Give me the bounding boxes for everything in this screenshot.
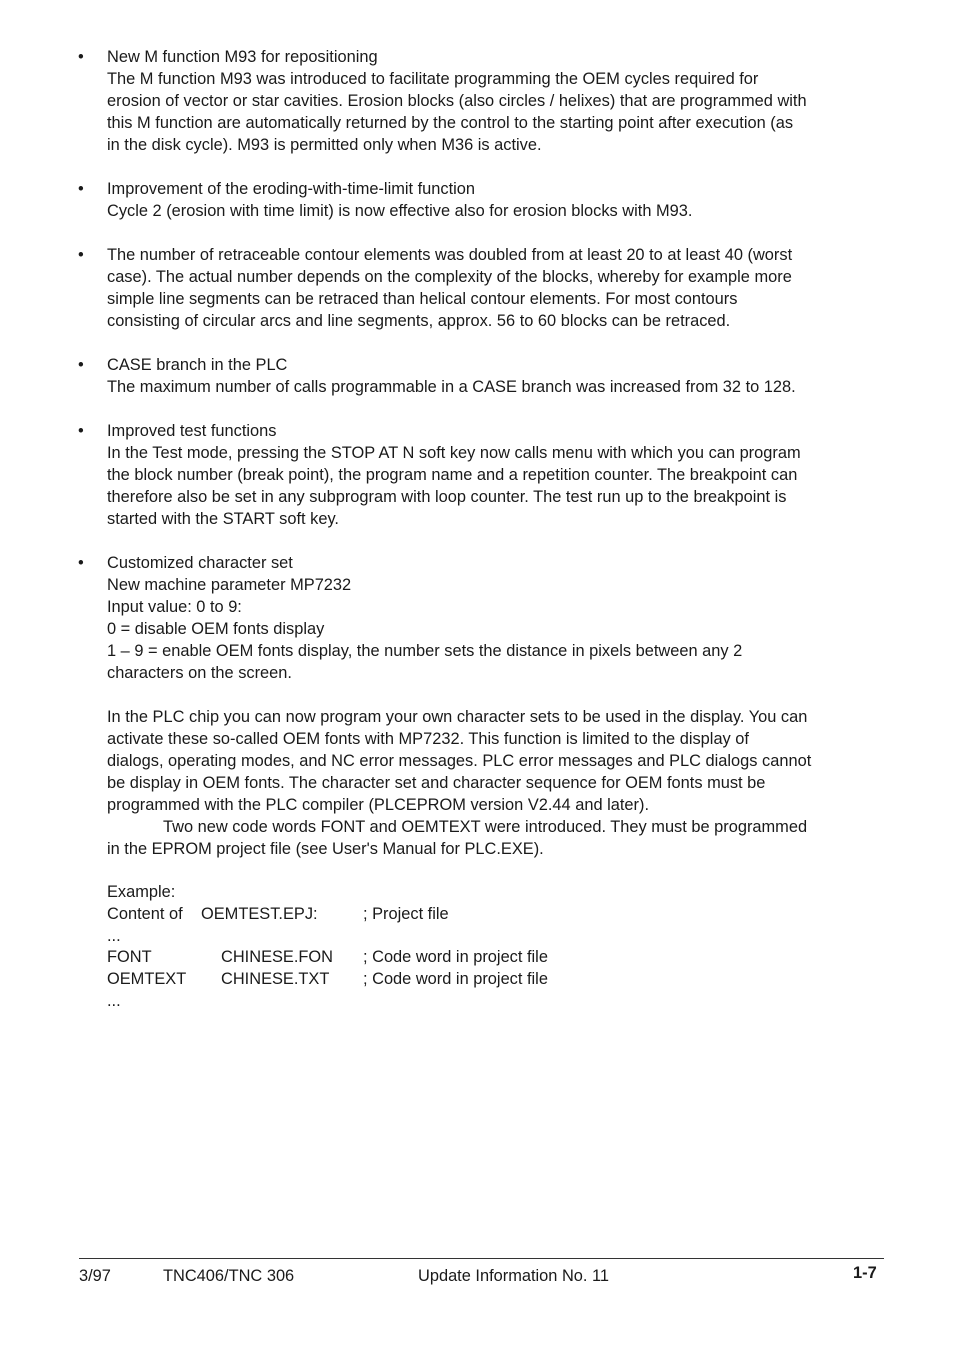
bullet-heading: Customized character set [107,554,293,572]
bullet-line: 0 = disable OEM fonts display [107,620,325,638]
bullet-item [78,46,888,156]
bullet-line: case). The actual number depends on the complexity of the blocks, whereby for example more [107,268,792,286]
code-comment: ; Code word in project file [363,948,548,966]
footer-date: 3/97 [79,1267,111,1285]
bullet-symbol: • [78,180,84,198]
paragraph-line: in the EPROM project file (see User's Manual for PLC.EXE). [107,840,544,858]
paragraph-line: In the PLC chip you can now program your own character sets to be used in the display. You can [107,708,808,726]
bullet-item [78,354,888,398]
bullet-symbol: • [78,422,84,440]
oem-paragraph [107,706,897,860]
bullet-line: 1 – 9 = enable OEM fonts display, the number sets the distance in pixels between any 2 [107,642,743,660]
bullet-line: The number of retraceable contour elements was doubled from at least 20 to at least 40 (worst [107,246,793,264]
bullet-line: New machine parameter MP7232 [107,576,352,594]
bullet-line: The M function M93 was introduced to facilitate programming the OEM cycles required for [107,70,759,88]
bullet-line: characters on the screen. [107,664,292,682]
bullet-line: Input value: 0 to 9: [107,598,242,616]
bullet-line: this M function are automatically returned by the control to the starting point after execution (as [107,114,794,132]
paragraph-line: be display in OEM fonts. The character set and character sequence for OEM fonts must be [107,774,766,792]
bullet-text [107,354,888,398]
bullet-line: the block number (break point), the program name and a repetition counter. The breakpoint can [107,466,798,484]
ellipsis-text: ... [107,927,121,945]
footer-product: TNC406/TNC 306 [163,1267,295,1285]
bullet-line: in the disk cycle). M93 is permitted only when M36 is active. [107,136,542,154]
paragraph-line: activate these so-called OEM fonts with MP7232. This function is limited to the display of [107,730,749,748]
bullet-line: started with the START soft key. [107,510,339,528]
footer-title: Update Information No. 11 [418,1267,610,1285]
code-key: FONT [107,948,152,966]
bullet-symbol: • [78,246,84,264]
bullet-heading: Improvement of the eroding-with-time-limit function [107,180,476,198]
bullet-line: In the Test mode, pressing the STOP AT N soft key now calls menu with which you can program [107,444,801,462]
footer-rule [79,1258,884,1259]
ellipsis-text: ... [107,992,121,1010]
bullet-symbol: • [78,356,84,374]
bullet-item [78,244,888,332]
bullet-line: The maximum number of calls programmable in a CASE branch was increased from 32 to 128. [107,378,796,396]
code-file: CHINESE.FON [221,948,334,966]
code-key: OEMTEXT [107,970,187,988]
paragraph-line: dialogs, operating modes, and NC error messages. PLC error messages and PLC dialogs cannot [107,752,812,770]
example-label-text: Example: [107,883,176,901]
bullet-line: consisting of circular arcs and line segments, approx. 56 to 60 blocks can be retraced. [107,312,731,330]
content-comment: ; Project file [363,905,449,923]
bullet-heading: New M function M93 for repositioning [107,48,378,66]
bullet-heading: Improved test functions [107,422,277,440]
bullet-heading: CASE branch in the PLC [107,356,288,374]
bullet-text [107,552,888,684]
bullet-line: simple line segments can be retraced than helical contour elements. For most contours [107,290,738,308]
bullet-item [78,178,888,222]
paragraph-line: Two new code words FONT and OEMTEXT were introduced. They must be programmed [163,818,808,836]
footer-page-number: 1-7 [853,1264,877,1282]
bullet-symbol: • [78,48,84,66]
bullet-text [107,244,888,332]
bullet-line: therefore also be set in any subprogram with loop counter. The test run up to the breakpoint is [107,488,787,506]
content-file: OEMTEST.EPJ: [201,905,318,923]
bullet-item [78,420,888,530]
code-comment: ; Code word in project file [363,970,548,988]
bullet-line: erosion of vector or star cavities. Erosion blocks (also circles / helixes) that are programmed with [107,92,807,110]
bullet-text [107,178,888,222]
code-file: CHINESE.TXT [221,970,330,988]
bullet-symbol: • [78,554,84,572]
bullet-text [107,420,888,530]
paragraph-line: programmed with the PLC compiler (PLCEPROM version V2.44 and later). [107,796,650,814]
content-label: Content of [107,905,183,923]
bullet-text [107,46,888,156]
bullet-line: Cycle 2 (erosion with time limit) is now effective also for erosion blocks with M93. [107,202,693,220]
bullet-item [78,552,888,684]
